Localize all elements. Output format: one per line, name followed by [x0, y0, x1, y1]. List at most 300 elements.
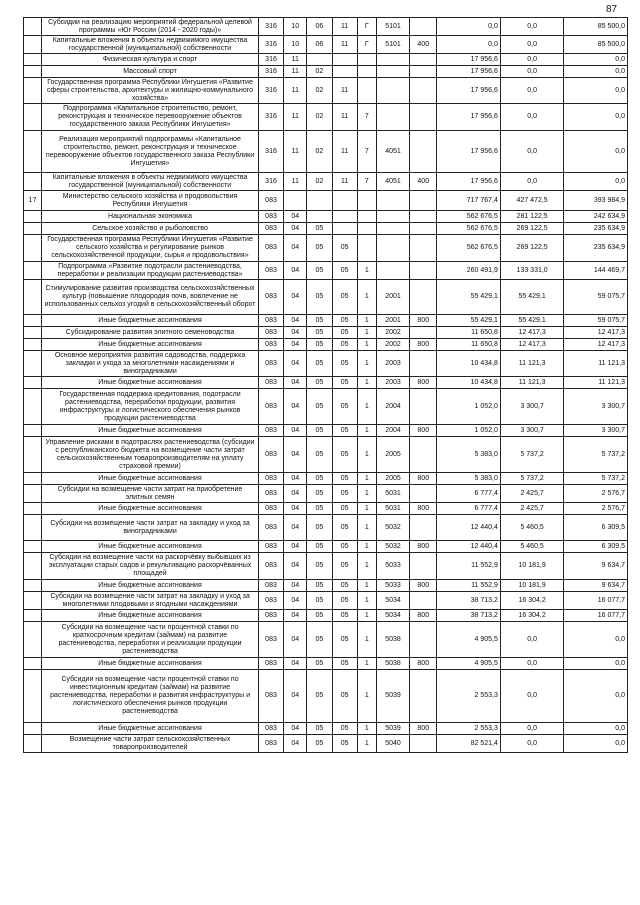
ministry-code-cell: 083 — [258, 515, 283, 541]
subprogram-code-cell: 7 — [357, 104, 376, 131]
program-code-cell — [332, 66, 357, 78]
amount-year3-cell: 11 121,3 — [564, 377, 628, 389]
subprogram-code-cell — [357, 66, 376, 78]
subprogram-code-cell: 1 — [357, 315, 376, 327]
amount-year3-cell: 3 300,7 — [564, 425, 628, 437]
amount-year1-cell: 55 429,1 — [437, 315, 501, 327]
row-number-cell — [24, 723, 42, 735]
program-code-cell: 05 — [332, 580, 357, 592]
expense-type-code-cell — [410, 515, 437, 541]
subsection-code-cell: 05 — [307, 503, 332, 515]
ministry-code-cell: 083 — [258, 723, 283, 735]
section-code-cell: 04 — [284, 280, 307, 315]
section-code-cell — [284, 191, 307, 211]
section-code-cell: 04 — [284, 235, 307, 262]
item-name-cell: Национальная экономика — [42, 211, 259, 223]
direction-code-cell — [376, 78, 409, 104]
ministry-code-cell: 083 — [258, 541, 283, 553]
expense-type-code-cell: 800 — [410, 315, 437, 327]
amount-year1-cell: 6 777,4 — [437, 485, 501, 503]
amount-year1-cell: 17 956,6 — [437, 66, 501, 78]
program-code-cell: 05 — [332, 235, 357, 262]
program-code-cell: 05 — [332, 503, 357, 515]
table-row — [24, 735, 628, 753]
subprogram-code-cell: 1 — [357, 389, 376, 425]
section-code-cell: 04 — [284, 670, 307, 723]
item-name-cell: Субсидии на возмещение части на раскорчёвку выбывших из эксплуатации старых садов и рекультивацию раскорчёванных площадей — [42, 553, 259, 580]
direction-code-cell — [376, 262, 409, 280]
subsection-code-cell: 02 — [307, 131, 332, 173]
subsection-code-cell — [307, 54, 332, 66]
subprogram-code-cell: 7 — [357, 131, 376, 173]
section-code-cell: 04 — [284, 735, 307, 753]
subsection-code-cell: 05 — [307, 235, 332, 262]
subsection-code-cell: 05 — [307, 515, 332, 541]
amount-year1-cell: 11 552,9 — [437, 580, 501, 592]
item-name-cell: Капитальные вложения в объекты недвижимого имущества государственной (муниципальной) собственности — [42, 36, 259, 54]
program-code-cell: 05 — [332, 723, 357, 735]
expense-type-code-cell: 800 — [410, 473, 437, 485]
amount-year2-cell: 10 181,9 — [500, 553, 564, 580]
amount-year3-cell: 9 634,7 — [564, 580, 628, 592]
amount-year1-cell: 260 491,9 — [437, 262, 501, 280]
direction-code-cell — [376, 54, 409, 66]
expense-type-code-cell — [410, 78, 437, 104]
item-name-cell: Иные бюджетные ассигнования — [42, 610, 259, 622]
item-name-cell: Капитальные вложения в объекты недвижимого имущества государственной (муниципальной) собственности — [42, 173, 259, 191]
amount-year2-cell: 0,0 — [500, 66, 564, 78]
expense-type-code-cell: 800 — [410, 580, 437, 592]
table-row — [24, 262, 628, 280]
amount-year2-cell: 12 417,3 — [500, 339, 564, 351]
row-number-cell — [24, 173, 42, 191]
direction-code-cell: 5039 — [376, 723, 409, 735]
item-name-cell: Массовый спорт — [42, 66, 259, 78]
direction-code-cell: 5039 — [376, 670, 409, 723]
subprogram-code-cell: 1 — [357, 670, 376, 723]
amount-year3-cell: 85 500,0 — [564, 36, 628, 54]
expense-type-code-cell — [410, 262, 437, 280]
direction-code-cell: 2002 — [376, 327, 409, 339]
direction-code-cell: 5034 — [376, 592, 409, 610]
expense-type-code-cell — [410, 485, 437, 503]
amount-year1-cell: 0,0 — [437, 36, 501, 54]
ministry-code-cell: 316 — [258, 18, 283, 36]
row-number-cell — [24, 580, 42, 592]
ministry-code-cell: 083 — [258, 503, 283, 515]
amount-year1-cell: 38 713,2 — [437, 610, 501, 622]
direction-code-cell: 5032 — [376, 541, 409, 553]
item-name-cell: Иные бюджетные ассигнования — [42, 723, 259, 735]
subsection-code-cell: 05 — [307, 339, 332, 351]
subprogram-code-cell: 1 — [357, 658, 376, 670]
expense-type-code-cell — [410, 54, 437, 66]
amount-year1-cell: 17 956,6 — [437, 173, 501, 191]
amount-year2-cell: 0,0 — [500, 131, 564, 173]
amount-year2-cell: 133 331,0 — [500, 262, 564, 280]
expense-type-code-cell: 800 — [410, 503, 437, 515]
subsection-code-cell: 05 — [307, 389, 332, 425]
section-code-cell: 04 — [284, 622, 307, 658]
row-number-cell — [24, 735, 42, 753]
amount-year3-cell: 0,0 — [564, 622, 628, 658]
row-number-cell — [24, 351, 42, 377]
amount-year2-cell: 0,0 — [500, 658, 564, 670]
amount-year2-cell: 2 425,7 — [500, 485, 564, 503]
ministry-code-cell: 083 — [258, 351, 283, 377]
ministry-code-cell: 316 — [258, 54, 283, 66]
subsection-code-cell: 05 — [307, 580, 332, 592]
row-number-cell — [24, 18, 42, 36]
item-name-cell: Иные бюджетные ассигнования — [42, 473, 259, 485]
ministry-code-cell: 083 — [258, 592, 283, 610]
amount-year3-cell: 85 500,0 — [564, 18, 628, 36]
table-row — [24, 503, 628, 515]
amount-year1-cell: 12 440,4 — [437, 541, 501, 553]
section-code-cell: 11 — [284, 131, 307, 173]
ministry-code-cell: 083 — [258, 389, 283, 425]
amount-year1-cell: 0,0 — [437, 18, 501, 36]
program-code-cell: 05 — [332, 473, 357, 485]
direction-code-cell: 5033 — [376, 553, 409, 580]
ministry-code-cell: 316 — [258, 131, 283, 173]
subsection-code-cell — [307, 211, 332, 223]
expense-type-code-cell: 400 — [410, 36, 437, 54]
expense-type-code-cell — [410, 131, 437, 173]
amount-year3-cell: 12 417,3 — [564, 339, 628, 351]
subsection-code-cell: 05 — [307, 473, 332, 485]
amount-year1-cell: 11 552,9 — [437, 553, 501, 580]
amount-year1-cell: 17 956,6 — [437, 78, 501, 104]
expense-type-code-cell: 400 — [410, 173, 437, 191]
subsection-code-cell: 05 — [307, 658, 332, 670]
subprogram-code-cell: 1 — [357, 515, 376, 541]
subsection-code-cell: 05 — [307, 622, 332, 658]
subprogram-code-cell: 1 — [357, 437, 376, 473]
subsection-code-cell: 05 — [307, 262, 332, 280]
program-code-cell: 05 — [332, 339, 357, 351]
ministry-code-cell: 083 — [258, 315, 283, 327]
section-code-cell: 04 — [284, 541, 307, 553]
amount-year2-cell: 0,0 — [500, 54, 564, 66]
item-name-cell: Иные бюджетные ассигнования — [42, 503, 259, 515]
amount-year3-cell: 3 300,7 — [564, 389, 628, 425]
section-code-cell: 04 — [284, 485, 307, 503]
amount-year3-cell: 5 737,2 — [564, 437, 628, 473]
amount-year3-cell: 235 634,9 — [564, 223, 628, 235]
item-name-cell: Государственная программа Республики Ингушетия «Развитие сельского хозяйства и регулирование рынков сельскохозяйственной продукции, сырья и продовольствия» — [42, 235, 259, 262]
amount-year2-cell: 0,0 — [500, 36, 564, 54]
program-code-cell: 05 — [332, 389, 357, 425]
subprogram-code-cell: 1 — [357, 580, 376, 592]
direction-code-cell: 5038 — [376, 622, 409, 658]
subprogram-code-cell — [357, 191, 376, 211]
amount-year1-cell: 562 676,5 — [437, 235, 501, 262]
section-code-cell: 04 — [284, 389, 307, 425]
ministry-code-cell: 083 — [258, 211, 283, 223]
subsection-code-cell: 02 — [307, 173, 332, 191]
table-row — [24, 339, 628, 351]
amount-year1-cell: 12 440,4 — [437, 515, 501, 541]
ministry-code-cell: 316 — [258, 104, 283, 131]
ministry-code-cell: 083 — [258, 327, 283, 339]
direction-code-cell: 2004 — [376, 425, 409, 437]
table-row — [24, 670, 628, 723]
subsection-code-cell: 02 — [307, 66, 332, 78]
subprogram-code-cell: 1 — [357, 425, 376, 437]
subsection-code-cell: 05 — [307, 723, 332, 735]
row-number-cell — [24, 223, 42, 235]
subsection-code-cell: 05 — [307, 425, 332, 437]
subprogram-code-cell: 1 — [357, 610, 376, 622]
item-name-cell: Стимулирование развития производства сельскохозяйственных культур (повышение плодородия почв, вовлечение не использованных сельхоз угодий в сельскохозяйственный оборот — [42, 280, 259, 315]
program-code-cell: 05 — [332, 315, 357, 327]
ministry-code-cell: 083 — [258, 553, 283, 580]
ministry-code-cell: 083 — [258, 191, 283, 211]
subprogram-code-cell: 1 — [357, 351, 376, 377]
amount-year3-cell: 0,0 — [564, 78, 628, 104]
subprogram-code-cell: Г — [357, 36, 376, 54]
amount-year1-cell: 717 767,4 — [437, 191, 501, 211]
ministry-code-cell: 083 — [258, 658, 283, 670]
program-code-cell: 05 — [332, 541, 357, 553]
item-name-cell: Иные бюджетные ассигнования — [42, 339, 259, 351]
amount-year3-cell: 2 576,7 — [564, 503, 628, 515]
subsection-code-cell — [307, 191, 332, 211]
amount-year3-cell: 11 121,3 — [564, 351, 628, 377]
section-code-cell: 04 — [284, 377, 307, 389]
expense-type-code-cell — [410, 211, 437, 223]
subsection-code-cell: 02 — [307, 104, 332, 131]
amount-year3-cell: 393 984,9 — [564, 191, 628, 211]
section-code-cell: 10 — [284, 36, 307, 54]
subprogram-code-cell — [357, 235, 376, 262]
item-name-cell: Иные бюджетные ассигнования — [42, 580, 259, 592]
program-code-cell: 05 — [332, 377, 357, 389]
row-number-cell — [24, 515, 42, 541]
direction-code-cell: 5032 — [376, 515, 409, 541]
amount-year2-cell: 10 181,9 — [500, 580, 564, 592]
amount-year1-cell: 4 905,5 — [437, 658, 501, 670]
program-code-cell — [332, 54, 357, 66]
direction-code-cell: 2002 — [376, 339, 409, 351]
ministry-code-cell: 083 — [258, 377, 283, 389]
row-number-cell — [24, 327, 42, 339]
direction-code-cell — [376, 191, 409, 211]
ministry-code-cell: 083 — [258, 735, 283, 753]
table-row — [24, 18, 628, 36]
amount-year3-cell: 59 075,7 — [564, 280, 628, 315]
direction-code-cell — [376, 66, 409, 78]
ministry-code-cell: 083 — [258, 580, 283, 592]
section-code-cell: 11 — [284, 66, 307, 78]
program-code-cell: 05 — [332, 485, 357, 503]
program-code-cell: 11 — [332, 78, 357, 104]
item-name-cell: Субсидии на возмещение части затрат на приобретение элитных семян — [42, 485, 259, 503]
section-code-cell: 04 — [284, 592, 307, 610]
table-row — [24, 723, 628, 735]
subsection-code-cell: 05 — [307, 280, 332, 315]
section-code-cell: 04 — [284, 723, 307, 735]
expense-type-code-cell — [410, 223, 437, 235]
expense-type-code-cell — [410, 66, 437, 78]
section-code-cell: 11 — [284, 173, 307, 191]
ministry-code-cell: 083 — [258, 425, 283, 437]
subprogram-code-cell: 1 — [357, 485, 376, 503]
amount-year2-cell: 2 425,7 — [500, 503, 564, 515]
table-row — [24, 191, 628, 211]
expense-type-code-cell — [410, 191, 437, 211]
amount-year3-cell: 235 634,9 — [564, 235, 628, 262]
section-code-cell: 04 — [284, 658, 307, 670]
table-row — [24, 78, 628, 104]
row-number-cell — [24, 425, 42, 437]
subprogram-code-cell: 1 — [357, 553, 376, 580]
program-code-cell: 11 — [332, 18, 357, 36]
row-number-cell — [24, 104, 42, 131]
expense-type-code-cell — [410, 735, 437, 753]
item-name-cell: Иные бюджетные ассигнования — [42, 541, 259, 553]
direction-code-cell: 2001 — [376, 315, 409, 327]
row-number-cell — [24, 235, 42, 262]
table-row — [24, 473, 628, 485]
expense-type-code-cell — [410, 280, 437, 315]
amount-year1-cell: 562 676,5 — [437, 211, 501, 223]
row-number-cell — [24, 622, 42, 658]
row-number-cell — [24, 541, 42, 553]
subprogram-code-cell: 1 — [357, 592, 376, 610]
row-number-cell — [24, 485, 42, 503]
amount-year2-cell: 0,0 — [500, 622, 564, 658]
row-number-cell — [24, 503, 42, 515]
direction-code-cell: 5101 — [376, 36, 409, 54]
amount-year2-cell: 0,0 — [500, 173, 564, 191]
direction-code-cell: 5033 — [376, 580, 409, 592]
program-code-cell: 11 — [332, 173, 357, 191]
expense-type-code-cell: 800 — [410, 377, 437, 389]
table-row — [24, 66, 628, 78]
direction-code-cell: 5031 — [376, 503, 409, 515]
subprogram-code-cell: 1 — [357, 262, 376, 280]
program-code-cell — [332, 191, 357, 211]
table-row — [24, 280, 628, 315]
expense-type-code-cell: 800 — [410, 425, 437, 437]
amount-year2-cell: 0,0 — [500, 18, 564, 36]
direction-code-cell: 5101 — [376, 18, 409, 36]
program-code-cell: 05 — [332, 437, 357, 473]
subprogram-code-cell: 1 — [357, 339, 376, 351]
item-name-cell: Министерство сельского хозяйства и продовольствия Республики Ингушетия — [42, 191, 259, 211]
expense-type-code-cell: 800 — [410, 658, 437, 670]
subsection-code-cell: 06 — [307, 36, 332, 54]
table-row — [24, 235, 628, 262]
table-row — [24, 515, 628, 541]
amount-year1-cell: 11 650,8 — [437, 327, 501, 339]
direction-code-cell: 5038 — [376, 658, 409, 670]
subprogram-code-cell: 1 — [357, 735, 376, 753]
item-name-cell: Иные бюджетные ассигнования — [42, 658, 259, 670]
subprogram-code-cell: 1 — [357, 541, 376, 553]
expense-type-code-cell — [410, 327, 437, 339]
amount-year3-cell: 0,0 — [564, 54, 628, 66]
direction-code-cell — [376, 235, 409, 262]
row-number-cell — [24, 610, 42, 622]
section-code-cell: 11 — [284, 78, 307, 104]
ministry-code-cell: 316 — [258, 173, 283, 191]
amount-year3-cell: 16 077,7 — [564, 610, 628, 622]
amount-year1-cell: 1 052,0 — [437, 389, 501, 425]
direction-code-cell — [376, 223, 409, 235]
row-number-cell — [24, 78, 42, 104]
amount-year3-cell: 0,0 — [564, 670, 628, 723]
section-code-cell: 10 — [284, 18, 307, 36]
section-code-cell: 04 — [284, 473, 307, 485]
amount-year3-cell: 2 576,7 — [564, 485, 628, 503]
amount-year1-cell: 4 905,5 — [437, 622, 501, 658]
item-name-cell: Сельское хозяйство и рыболовство — [42, 223, 259, 235]
amount-year3-cell: 0,0 — [564, 735, 628, 753]
program-code-cell: 05 — [332, 670, 357, 723]
section-code-cell: 04 — [284, 553, 307, 580]
expense-type-code-cell — [410, 670, 437, 723]
amount-year2-cell: 0,0 — [500, 670, 564, 723]
section-code-cell: 04 — [284, 437, 307, 473]
amount-year3-cell: 9 634,7 — [564, 553, 628, 580]
amount-year3-cell: 59 075,7 — [564, 315, 628, 327]
amount-year2-cell: 281 122,5 — [500, 211, 564, 223]
amount-year2-cell: 11 121,3 — [500, 377, 564, 389]
subsection-code-cell: 05 — [307, 315, 332, 327]
expense-type-code-cell: 800 — [410, 541, 437, 553]
row-number-cell: 17 — [24, 191, 42, 211]
section-code-cell: 04 — [284, 223, 307, 235]
ministry-code-cell: 316 — [258, 66, 283, 78]
amount-year3-cell: 0,0 — [564, 723, 628, 735]
amount-year3-cell: 0,0 — [564, 66, 628, 78]
subprogram-code-cell — [357, 78, 376, 104]
amount-year2-cell: 0,0 — [500, 723, 564, 735]
program-code-cell: 11 — [332, 104, 357, 131]
table-row — [24, 610, 628, 622]
ministry-code-cell: 083 — [258, 262, 283, 280]
row-number-cell — [24, 592, 42, 610]
table-row — [24, 377, 628, 389]
section-code-cell: 11 — [284, 54, 307, 66]
row-number-cell — [24, 66, 42, 78]
section-code-cell: 04 — [284, 580, 307, 592]
program-code-cell — [332, 211, 357, 223]
expense-type-code-cell: 800 — [410, 339, 437, 351]
ministry-code-cell: 083 — [258, 610, 283, 622]
amount-year1-cell: 38 713,2 — [437, 592, 501, 610]
section-code-cell: 04 — [284, 610, 307, 622]
subsection-code-cell: 05 — [307, 437, 332, 473]
program-code-cell: 05 — [332, 280, 357, 315]
program-code-cell: 05 — [332, 592, 357, 610]
table-row — [24, 36, 628, 54]
amount-year1-cell: 2 553,3 — [437, 670, 501, 723]
item-name-cell: Субсидирование развития элитного семеноводства — [42, 327, 259, 339]
item-name-cell: Субсидии на возмещение части процентной ставки по инвестиционным кредитам (займам) на развитие растениеводства, переработки и развития инфраструктуры и логистического обеспечения рынков продукции растениеводства — [42, 670, 259, 723]
subsection-code-cell: 05 — [307, 541, 332, 553]
ministry-code-cell: 083 — [258, 437, 283, 473]
direction-code-cell: 2003 — [376, 351, 409, 377]
amount-year2-cell: 16 304,2 — [500, 592, 564, 610]
subprogram-code-cell: 1 — [357, 377, 376, 389]
subsection-code-cell: 05 — [307, 610, 332, 622]
ministry-code-cell: 316 — [258, 78, 283, 104]
direction-code-cell: 2003 — [376, 377, 409, 389]
